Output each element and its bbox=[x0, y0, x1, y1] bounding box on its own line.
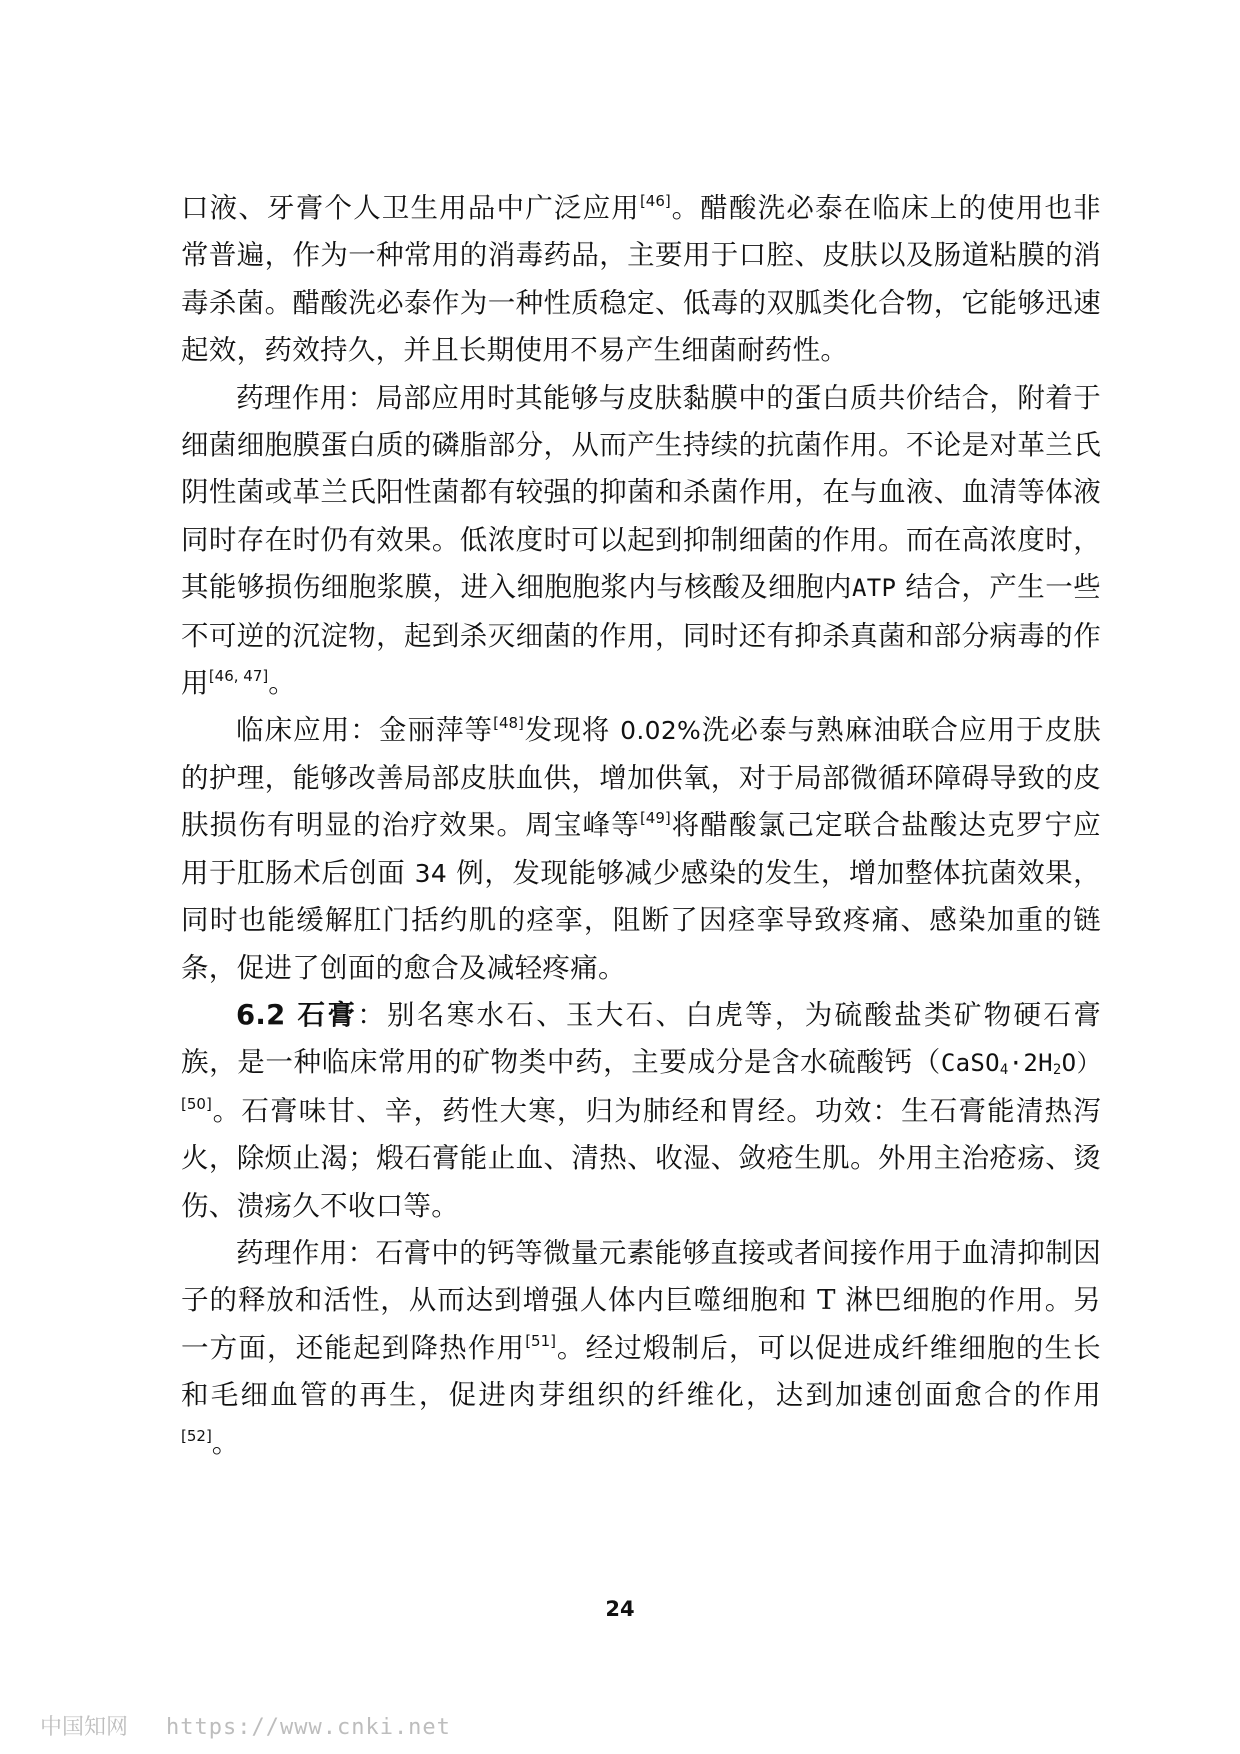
formula-run: ·2H bbox=[1008, 1049, 1053, 1078]
text-run: 口液、牙膏个人卫生用品中广泛应用 bbox=[181, 192, 640, 224]
watermark-name: 中国知网 bbox=[40, 1715, 129, 1740]
citation-ref: [52] bbox=[181, 1426, 212, 1445]
number-run: 0.02% bbox=[620, 716, 702, 746]
text-run: 结合，产生一些不可逆的沉淀物，起到杀灭细菌的作用，同时还有抑杀真菌和部分病毒的作用 bbox=[181, 571, 1101, 700]
text-run: 。 bbox=[211, 1426, 240, 1459]
text-run: 临床应用：金丽萍等 bbox=[236, 714, 494, 747]
cnki-watermark bbox=[40, 1710, 451, 1741]
watermark-url: https://www.cnki.net bbox=[166, 1715, 451, 1740]
text-run: 将醋酸氯己定联合盐酸达克罗宁应用于肛肠术后创面 bbox=[181, 809, 1101, 889]
formula-run: O） bbox=[1061, 1049, 1101, 1078]
text-run: 例，发现能够减少感染的发生，增加整体抗菌效果，同时也能缓解肛门括约肌的痉挛，阻断了因痉挛导致疼痛、感染加重的链条，促进了创面的愈合及减轻疼痛。 bbox=[181, 856, 1101, 984]
paragraph-pharmacology-gypsum bbox=[181, 1230, 1101, 1467]
formula-run: CaSO bbox=[940, 1049, 1000, 1078]
number-run: 34 bbox=[414, 858, 448, 888]
body-text bbox=[181, 185, 1101, 1467]
citation-ref: [51] bbox=[525, 1331, 556, 1350]
citation-ref: [46, 47] bbox=[208, 666, 269, 685]
citation-ref: [48] bbox=[493, 714, 524, 733]
citation-ref: [49] bbox=[639, 809, 671, 828]
citation-ref: [46] bbox=[639, 191, 671, 210]
text-run: 。经过煅制后，可以促进成纤维细胞的生长和毛细血管的再生，促进肉芽组织的纤维化，达到加速创面愈合的作用 bbox=[181, 1331, 1101, 1412]
text-run: 。 bbox=[268, 667, 297, 700]
formula-subscript: 4 bbox=[999, 1062, 1009, 1079]
citation-ref: [50] bbox=[181, 1094, 212, 1113]
text-run: 。石膏味甘、辛，药性大寒，归为肺经和胃经。功效：生石膏能清热泻火，除烦止渴；煅石膏能止血、清热、收湿、敛疮生肌。外用主治疮疡、烫伤、溃疡久不收口等。 bbox=[181, 1094, 1101, 1222]
page-number: 24 bbox=[605, 1597, 635, 1621]
text-run: ：别名寒水石、玉大石、白虎等，为硫酸盐类矿物硬石膏族，是一种临床常用的矿物类中药，主要成分是含水硫酸钙（ bbox=[181, 998, 1102, 1079]
text-run: 发现将 bbox=[523, 714, 621, 747]
text-run: 药理作用：局部应用时其能够与皮肤黏膜中的蛋白质共价结合，附着于细菌细胞膜蛋白质的磷脂部分，从而产生持续的抗菌作用。不论是对革兰氏阴性菌或革兰氏阳性菌都有较强的抑菌和杀菌作用，在与血液、血清等体液同时存在时仍有效果。低浓度时可以起到抑制细菌的作用。而在高浓度时，其能够损伤细胞浆膜，进入细胞胞浆内与核酸及细胞内 bbox=[181, 381, 1101, 604]
paragraph-clinical-chlorhexidine bbox=[181, 707, 1101, 991]
paragraph-pharmacology-chlorhexidine bbox=[181, 375, 1101, 708]
text-run: ATP bbox=[851, 574, 897, 603]
formula-subscript: 2 bbox=[1052, 1062, 1062, 1079]
text-run: 洗必泰与熟麻油联合应用于皮肤的护理，能够改善局部皮肤血供，增加供氧，对于局部微循环障碍导致的皮肤损伤有明显的治疗效果。周宝峰等 bbox=[181, 714, 1102, 842]
text-run: 药理作用：石膏中的钙等微量元素能够直接或者间接作用于血清抑制因子的释放和活性，从而达到增强人体内巨噬细胞和 T 淋巴细胞的作用。另一方面，还能起到降热作用 bbox=[181, 1236, 1101, 1364]
text-run: 。醋酸洗必泰在临床上的使用也非常普遍，作为一种常用的消毒药品，主要用于口腔、皮肤以及肠道粘膜的消毒杀菌。醋酸洗必泰作为一种性质稳定、低毒的双胍类化合物，它能够迅速起效，药效持久，并且长期使用不易产生细菌耐药性。 bbox=[181, 192, 1101, 367]
paragraph-chlorhexidine-intro bbox=[181, 185, 1101, 375]
section-heading: 6.2 石膏 bbox=[236, 998, 358, 1031]
paragraph-gypsum-intro bbox=[181, 992, 1101, 1230]
